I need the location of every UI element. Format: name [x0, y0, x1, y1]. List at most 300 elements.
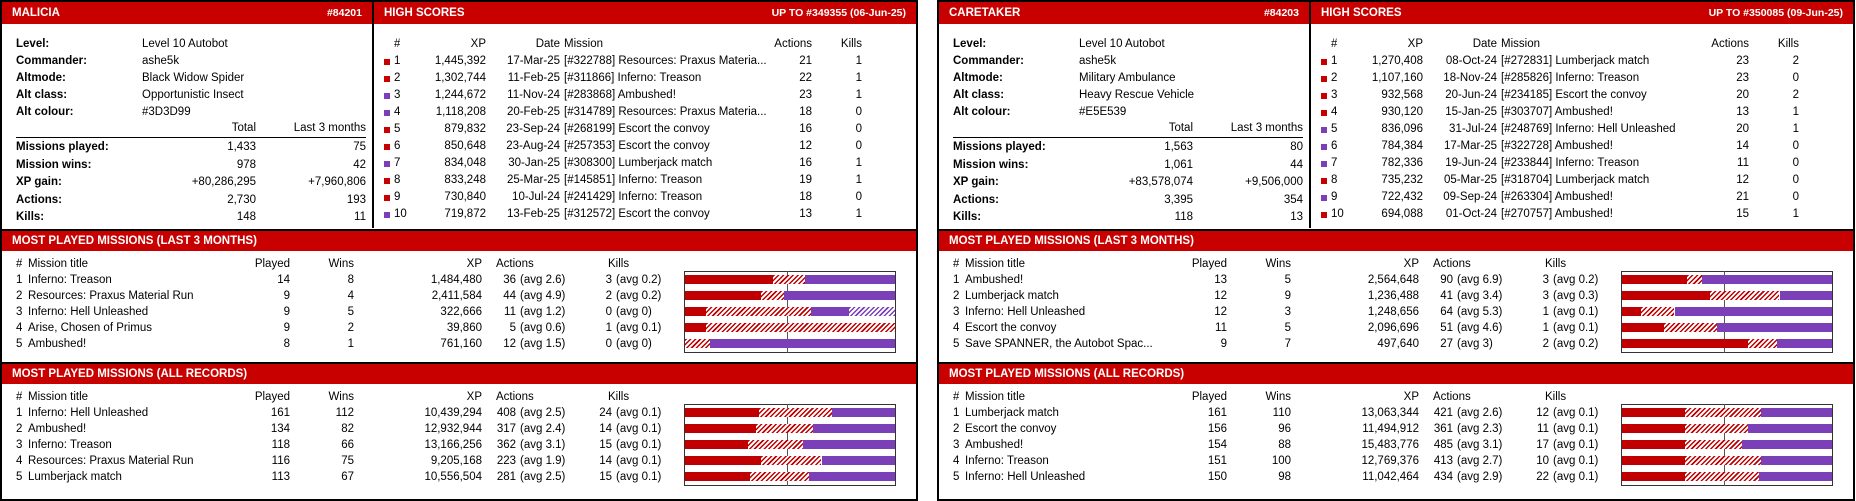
- info-value: Military Ambulance: [1079, 72, 1176, 84]
- high-score-row: [1311, 155, 1853, 172]
- hs-col-num: #: [1331, 38, 1338, 50]
- result-marker: [1321, 59, 1327, 65]
- hs-rank: 7: [394, 157, 401, 169]
- mp-rank: 2: [953, 423, 960, 435]
- mp-xp: 10,556,504: [424, 471, 482, 483]
- hs-mission-link[interactable]: [#234185] Escort the convoy: [1501, 89, 1647, 101]
- mp-wins: 7: [1284, 338, 1291, 350]
- hs-mission-link[interactable]: [#308300] Lumberjack match: [564, 157, 713, 169]
- mp-actions-avg: (avg 4.6): [1457, 322, 1503, 334]
- hs-xp: 1,244,672: [434, 89, 486, 101]
- stat-missions-played: [953, 139, 1303, 156]
- mp-rank: 4: [16, 322, 23, 334]
- mp-title[interactable]: Inferno: Hell Unleashed: [28, 306, 149, 318]
- bar-segment: [685, 472, 750, 481]
- hs-rank: 10: [1331, 208, 1344, 220]
- mp-title[interactable]: Ambushed!: [28, 338, 87, 350]
- result-marker: [384, 127, 390, 133]
- stats-rule: [953, 137, 1303, 138]
- info-label: Altmode:: [16, 72, 66, 84]
- mp-kills: 10: [1536, 455, 1549, 467]
- hs-date: 17-Mar-25: [1443, 140, 1497, 152]
- bar-segment: [1685, 424, 1748, 433]
- mission-row: [939, 336, 1853, 352]
- mission-result-bar: [1622, 456, 1832, 465]
- section-last3: [939, 231, 1853, 251]
- hs-mission-link[interactable]: [#322788] Resources: Praxus Materia...: [564, 55, 767, 67]
- high-score-row: [374, 70, 916, 87]
- stat-label: XP gain:: [953, 176, 999, 188]
- hs-date: 10-Jul-24: [512, 191, 560, 203]
- bar-segment: [1759, 472, 1833, 481]
- section-all: [939, 364, 1853, 384]
- hs-kills: 0: [855, 106, 862, 118]
- hs-rank: 3: [1331, 89, 1338, 101]
- bar-segment: [809, 472, 895, 481]
- hs-mission-link[interactable]: [#145851] Inferno: Treason: [564, 174, 703, 186]
- hs-actions: 14: [1736, 140, 1749, 152]
- result-marker: [384, 178, 390, 184]
- mp-title[interactable]: Inferno: Hell Unleashed: [965, 471, 1086, 483]
- bar-segment: [1710, 291, 1779, 300]
- mp-played: 9: [1220, 338, 1227, 350]
- mission-row: [939, 469, 1853, 485]
- mp-xp: 10,439,294: [424, 407, 482, 419]
- hs-date: 11-Feb-25: [507, 72, 560, 84]
- stat-actions: [953, 192, 1303, 209]
- mp-xp: 761,160: [440, 338, 482, 350]
- mp-title[interactable]: Arise, Chosen of Primus: [28, 322, 152, 334]
- hs-rank: 8: [1331, 174, 1338, 186]
- stat-last3: 11: [354, 211, 366, 223]
- mp-col-wins: Wins: [328, 258, 354, 270]
- mp-played: 116: [271, 455, 290, 467]
- info-label: Alt colour:: [16, 106, 74, 118]
- hs-mission-link[interactable]: [#248769] Inferno: Hell Unleashed: [1501, 123, 1676, 135]
- mp-title[interactable]: Escort the convoy: [965, 322, 1057, 334]
- mission-result-bar: [1622, 424, 1832, 433]
- mp-col-kills: Kills: [608, 391, 630, 403]
- mp-actions-avg: (avg 1.2): [520, 306, 566, 318]
- mission-row: [2, 320, 916, 336]
- result-marker: [384, 195, 390, 201]
- bar-segment: [1622, 456, 1685, 465]
- hs-mission-link[interactable]: [#283868] Ambushed!: [564, 89, 676, 101]
- mp-rank: 4: [953, 455, 960, 467]
- stats-total-heading: Total: [231, 122, 256, 134]
- mp-rank: 5: [953, 471, 960, 483]
- mission-row: [939, 405, 1853, 421]
- mp-rank: 2: [953, 290, 960, 302]
- hs-mission-link[interactable]: [#241429] Inferno: Treason: [564, 191, 703, 203]
- hs-kills: 0: [855, 123, 862, 135]
- high-score-row: [374, 87, 916, 104]
- mp-actions-avg: (avg 6.9): [1457, 274, 1503, 286]
- mp-kills: 12: [1536, 407, 1549, 419]
- result-marker: [1321, 195, 1327, 201]
- info-label: Alt class:: [16, 89, 68, 101]
- hs-mission-link[interactable]: [#318704] Lumberjack match: [1501, 174, 1650, 186]
- mp-rank: 5: [16, 338, 23, 350]
- mp-played: 13: [1214, 274, 1227, 286]
- stat-label: Missions played:: [953, 141, 1046, 153]
- result-marker: [384, 93, 390, 99]
- mission-row: [939, 421, 1853, 437]
- hs-date: 25-Mar-25: [506, 174, 560, 186]
- bar-segment: [761, 456, 822, 465]
- mp-actions: 361: [1433, 423, 1453, 435]
- mp-actions: 44: [503, 290, 516, 302]
- hs-date: 23-Sep-24: [506, 123, 560, 135]
- hs-mission-link[interactable]: [#263304] Ambushed!: [1501, 191, 1613, 203]
- hs-rank: 5: [1331, 123, 1338, 135]
- bar-segment: [685, 456, 761, 465]
- result-marker: [384, 76, 390, 82]
- mp-wins: 5: [347, 306, 354, 318]
- chart-bottom-line: [685, 485, 895, 486]
- mp-col-num: #: [953, 391, 960, 403]
- hs-date: 11-Nov-24: [507, 89, 560, 101]
- mp-xp: 322,666: [440, 306, 482, 318]
- bar-segment: [685, 275, 773, 284]
- hs-actions: 23: [1736, 55, 1749, 67]
- stat-total: 118: [1174, 211, 1193, 223]
- bar-segment: [759, 408, 833, 417]
- stat-label: Missions played:: [16, 141, 109, 153]
- hs-actions: 20: [1736, 89, 1749, 101]
- bar-segment: [685, 307, 706, 316]
- player-card: [0, 0, 918, 501]
- bar-segment: [1622, 440, 1685, 449]
- mp-kills-avg: (avg 0.1): [1553, 423, 1599, 435]
- mp-played: 113: [271, 471, 290, 483]
- mission-result-bar: [685, 339, 895, 348]
- stat-label: Actions:: [953, 193, 999, 206]
- mp-rank: 3: [16, 306, 23, 318]
- hs-xp: 930,120: [1381, 106, 1423, 118]
- mp-played: 134: [270, 423, 290, 435]
- hs-actions: 16: [799, 123, 812, 135]
- hs-xp: 836,096: [1381, 123, 1423, 135]
- info-value: #3D3D99: [142, 106, 191, 118]
- mp-rank: 5: [16, 471, 23, 483]
- hs-actions: 18: [799, 191, 812, 203]
- mp-title[interactable]: Inferno: Treason: [28, 439, 112, 451]
- info-label: Level:: [953, 38, 987, 50]
- mp-col-title: Mission title: [28, 391, 89, 403]
- hs-rank: 8: [394, 174, 401, 186]
- mp-actions-avg: (avg 3.1): [1457, 439, 1503, 451]
- hs-kills: 1: [1792, 106, 1799, 118]
- hs-date: 09-Sep-24: [1443, 191, 1497, 203]
- hs-rank: 3: [394, 89, 401, 101]
- chart-bottom-line: [1622, 352, 1832, 353]
- bar-segment: [1622, 291, 1710, 300]
- hs-kills: 1: [855, 157, 862, 169]
- result-marker: [384, 59, 390, 65]
- mp-wins: 1: [347, 338, 354, 350]
- stats-last3-heading: Last 3 months: [1230, 122, 1303, 134]
- mp-wins: 112: [335, 407, 354, 419]
- stats-header: [16, 120, 366, 137]
- hs-xp: 1,302,744: [434, 72, 486, 84]
- mission-result-bar: [685, 291, 895, 300]
- stat-kills: [953, 209, 1303, 226]
- mp-played: 161: [1207, 407, 1227, 419]
- hs-xp: 694,088: [1381, 208, 1423, 220]
- high-score-row: [374, 138, 916, 155]
- mp-col-kills: Kills: [1545, 258, 1567, 270]
- mp-wins: 88: [1278, 439, 1291, 451]
- bar-segment: [1748, 339, 1777, 348]
- bar-segment: [756, 424, 813, 433]
- bar-segment: [1622, 339, 1748, 348]
- stats-total-heading: Total: [1168, 122, 1193, 134]
- mp-title[interactable]: Inferno: Treason: [28, 274, 112, 286]
- mp-played: 9: [283, 306, 290, 318]
- hs-mission-link[interactable]: [#285826] Inferno: Treason: [1501, 72, 1640, 84]
- mp-kills-avg: (avg 0.1): [1553, 455, 1599, 467]
- mp-kills: 3: [1542, 274, 1549, 286]
- mp-actions-avg: (avg 4.9): [520, 290, 566, 302]
- mp-xp: 12,932,944: [424, 423, 482, 435]
- mp-col-played: Played: [254, 391, 290, 403]
- mission-result-bar: [1622, 339, 1832, 348]
- mp-played: 9: [283, 290, 290, 302]
- mp-xp: 11,042,464: [1362, 471, 1419, 483]
- mp-actions: 11: [504, 306, 516, 318]
- mp-title[interactable]: Inferno: Hell Unleashed: [965, 306, 1086, 318]
- hs-rank: 7: [1331, 157, 1338, 169]
- info-alt-class: [16, 87, 366, 104]
- hs-rank: 2: [1331, 72, 1338, 84]
- hs-col-xp: XP: [1407, 38, 1423, 50]
- stat-last3: +7,960,806: [308, 176, 366, 188]
- mp-kills-avg: (avg 0.1): [616, 407, 662, 419]
- stat-mission-wins: [953, 157, 1303, 174]
- stat-missions-played: [16, 139, 366, 156]
- mp-played: 12: [1214, 306, 1227, 318]
- hs-kills: 1: [855, 174, 862, 186]
- mp-col-played: Played: [1191, 258, 1227, 270]
- mission-row: [939, 272, 1853, 288]
- stat-label: Actions:: [16, 193, 62, 206]
- bar-segment: [813, 424, 895, 433]
- mp-rank: 1: [953, 407, 960, 419]
- mp-title[interactable]: Ambushed!: [965, 439, 1024, 451]
- mp-played: 11: [1215, 322, 1227, 334]
- mp-played: 150: [1207, 471, 1227, 483]
- mp-title[interactable]: Ambushed!: [28, 423, 87, 435]
- mp-rank: 3: [953, 306, 960, 318]
- hs-date: 05-Mar-25: [1443, 174, 1497, 186]
- mp-title[interactable]: Lumberjack match: [965, 290, 1059, 302]
- mp-actions: 223: [496, 455, 516, 467]
- hs-mission-link[interactable]: [#312572] Escort the convoy: [564, 208, 710, 220]
- hs-mission-link[interactable]: [#311866] Inferno: Treason: [564, 72, 702, 84]
- bar-segment: [1622, 275, 1687, 284]
- mp-col-title: Mission title: [28, 258, 89, 270]
- mp-title[interactable]: Lumberjack match: [965, 407, 1059, 419]
- hs-actions: 20: [1736, 123, 1749, 135]
- mission-row: [2, 405, 916, 421]
- mp-kills-avg: (avg 0.1): [1553, 439, 1599, 451]
- info-commander: [953, 53, 1303, 70]
- info-level: [953, 36, 1303, 53]
- mp-col-xp: XP: [466, 391, 482, 403]
- hs-actions: 23: [799, 89, 812, 101]
- mp-col-wins: Wins: [1265, 258, 1291, 270]
- mission-row: [939, 320, 1853, 336]
- stat-total: +83,578,074: [1128, 176, 1193, 188]
- bar-segment: [832, 408, 895, 417]
- mp-actions-avg: (avg 1.5): [520, 338, 566, 350]
- mp-xp: 15,483,776: [1361, 439, 1419, 451]
- mp-rank: 2: [16, 423, 23, 435]
- mp-kills-avg: (avg 0.2): [1553, 338, 1599, 350]
- mp-col-kills: Kills: [608, 258, 630, 270]
- mp-title[interactable]: Escort the convoy: [965, 423, 1057, 435]
- stat-total: +80,286,295: [191, 176, 256, 188]
- info-altmode: [16, 70, 366, 87]
- hs-mission-link[interactable]: [#322728] Ambushed!: [1501, 140, 1613, 152]
- mp-kills-avg: (avg 0.3): [1553, 290, 1599, 302]
- hs-rank: 1: [1331, 55, 1338, 67]
- mission-row: [2, 453, 916, 469]
- mp-rank: 4: [953, 322, 960, 334]
- high-score-row: [1311, 53, 1853, 70]
- mp-title[interactable]: Save SPANNER, the Autobot Spac...: [965, 338, 1153, 350]
- mp-wins: 9: [1284, 290, 1291, 302]
- mission-result-bar: [685, 440, 895, 449]
- mission-row: [939, 288, 1853, 304]
- mp-actions: 41: [1440, 290, 1453, 302]
- mp-title[interactable]: Inferno: Treason: [965, 455, 1049, 467]
- hs-date: 20-Jun-24: [1445, 89, 1497, 101]
- mp-xp: 13,166,256: [424, 439, 482, 451]
- stat-total: 978: [236, 158, 256, 171]
- mission-result-bar: [685, 456, 895, 465]
- info-label: Alt colour:: [953, 106, 1011, 118]
- bar-segment: [685, 424, 756, 433]
- mp-played: 156: [1207, 423, 1227, 435]
- stat-last3: +9,506,000: [1245, 176, 1303, 188]
- mission-result-bar: [685, 275, 895, 284]
- result-marker: [1321, 110, 1327, 116]
- mp-rank: 3: [16, 439, 23, 451]
- mp-title[interactable]: Resources: Praxus Material Run: [28, 290, 194, 302]
- mp-kills: 3: [605, 274, 612, 286]
- hs-mission-link[interactable]: [#268199] Escort the convoy: [564, 123, 710, 135]
- stat-label: Mission wins:: [16, 158, 92, 171]
- mp-kills-avg: (avg 0.1): [616, 471, 662, 483]
- hs-col-date: Date: [1472, 38, 1497, 50]
- mp-actions: 12: [503, 338, 516, 350]
- bar-segment: [685, 323, 706, 332]
- mp-wins: 67: [341, 471, 354, 483]
- hs-rank: 4: [1331, 106, 1338, 118]
- mission-result-bar: [1622, 323, 1832, 332]
- chart-bottom-line: [1622, 485, 1832, 486]
- hs-xp: 735,232: [1381, 174, 1423, 186]
- hs-mission-link[interactable]: [#272831] Lumberjack match: [1501, 55, 1650, 67]
- bar-segment: [706, 323, 895, 332]
- mp-kills-avg: (avg 0.1): [616, 423, 662, 435]
- hs-kills: 0: [1792, 174, 1799, 186]
- hs-xp: 1,107,160: [1371, 72, 1423, 84]
- mp-col-wins: Wins: [1265, 391, 1291, 403]
- bar-segment: [706, 307, 811, 316]
- mp-wins: 3: [1284, 306, 1291, 318]
- bar-segment: [1685, 456, 1761, 465]
- hs-xp: 850,648: [444, 140, 486, 152]
- hs-col-kills: Kills: [840, 38, 862, 50]
- hs-col-actions: Actions: [1711, 38, 1749, 50]
- mp-title[interactable]: Resources: Praxus Material Run: [28, 455, 194, 467]
- bar-segment: [1702, 275, 1832, 284]
- mp-xp: 2,096,696: [1367, 322, 1419, 334]
- hs-kills: 1: [855, 208, 862, 220]
- chart-bottom-line: [685, 352, 895, 353]
- mp-col-title: Mission title: [965, 258, 1026, 270]
- hs-col-mission: Mission: [1501, 38, 1540, 50]
- info-alt-colour: [16, 104, 366, 121]
- mission-result-bar: [1622, 408, 1832, 417]
- result-marker: [1321, 93, 1327, 99]
- hs-xp: 782,336: [1381, 157, 1423, 169]
- mp-rank: 3: [953, 439, 960, 451]
- info-value: #E5E539: [1079, 106, 1127, 118]
- mp-actions: 90: [1440, 274, 1453, 286]
- hs-kills: 1: [855, 55, 862, 67]
- hs-kills: 0: [1792, 140, 1799, 152]
- mp-title[interactable]: Lumberjack match: [28, 471, 122, 483]
- hs-actions: 19: [799, 174, 812, 186]
- result-marker: [1321, 127, 1327, 133]
- hs-rank: 6: [1331, 140, 1338, 152]
- hs-mission-link[interactable]: [#270757] Ambushed!: [1501, 208, 1613, 220]
- mp-actions: 485: [1433, 439, 1453, 451]
- hs-actions: 16: [799, 157, 812, 169]
- stat-last3: 44: [1290, 158, 1303, 171]
- mp-title[interactable]: Inferno: Hell Unleashed: [28, 407, 149, 419]
- stat-last3: 42: [353, 158, 366, 171]
- mp-played: 9: [283, 322, 290, 334]
- mp-title[interactable]: Ambushed!: [965, 274, 1024, 286]
- info-alt-colour: [953, 104, 1303, 121]
- result-marker: [1321, 178, 1327, 184]
- hs-actions: 15: [1736, 208, 1749, 220]
- mission-result-bar: [685, 323, 895, 332]
- hs-mission-link[interactable]: [#314789] Resources: Praxus Materia...: [564, 106, 767, 118]
- hs-mission-link[interactable]: [#233844] Inferno: Treason: [1501, 157, 1640, 169]
- hs-mission-link[interactable]: [#303707] Ambushed!: [1501, 106, 1613, 118]
- mp-kills-avg: (avg 0.2): [616, 290, 662, 302]
- high-score-row: [374, 155, 916, 172]
- bar-segment: [1622, 323, 1664, 332]
- high-score-row: [374, 206, 916, 223]
- hs-mission-link[interactable]: [#257353] Escort the convoy: [564, 140, 710, 152]
- stat-label: Kills:: [16, 211, 45, 223]
- section-title: MOST PLAYED MISSIONS (ALL RECORDS): [12, 368, 248, 380]
- hs-xp: 879,832: [444, 123, 486, 135]
- high-scores-header: [374, 2, 916, 24]
- high-score-row: [1311, 87, 1853, 104]
- mp-kills: 14: [599, 455, 612, 467]
- hs-date: 19-Jun-24: [1445, 157, 1497, 169]
- bar-segment: [1622, 307, 1641, 316]
- mp-kills-avg: (avg 0.1): [616, 455, 662, 467]
